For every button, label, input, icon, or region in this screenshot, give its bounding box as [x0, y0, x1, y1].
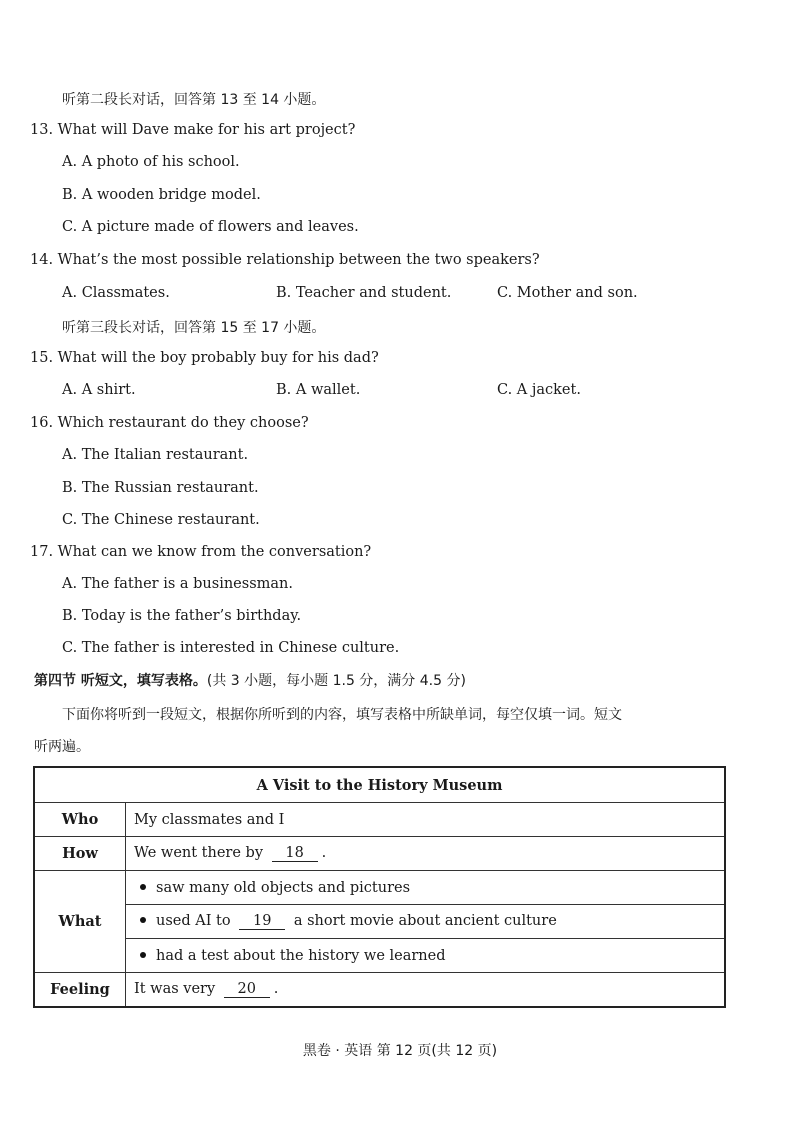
bullet-icon: [140, 952, 146, 958]
fill-in-table: [33, 766, 726, 1008]
q17-option-b: B. Today is the father’s birthday.: [62, 608, 302, 624]
how-text-after: .: [321, 845, 327, 861]
feeling-text-before: It was very: [134, 981, 216, 997]
part4-instruction-line2: 听两遍。: [34, 739, 90, 755]
q15-option-b: B. A wallet.: [276, 382, 361, 398]
q14-option-c: C. Mother and son.: [497, 285, 638, 301]
q13-option-c: C. A picture made of flowers and leaves.: [62, 219, 359, 235]
how-label: How: [34, 837, 126, 871]
q16-option-a: A. The Italian restaurant.: [62, 447, 249, 463]
bullet-icon: [140, 917, 146, 923]
what-item-2-before: used AI to: [156, 913, 231, 929]
q13-option-a: A. A photo of his school.: [62, 154, 240, 170]
how-text-before: We went there by: [134, 845, 264, 861]
feeling-label: Feeling: [34, 973, 126, 1008]
who-text: My classmates and I: [126, 803, 726, 837]
q16-option-c: C. The Chinese restaurant.: [62, 512, 260, 528]
what-item-3-text: had a test about the history we learned: [156, 947, 446, 964]
q15-stem: 15. What will the boy probably buy for his dad?: [30, 350, 379, 366]
section3-instruction: 听第三段长对话，回答第 15 至 17 小题。: [62, 320, 326, 336]
what-item-2-after: a short movie about ancient culture: [293, 913, 557, 929]
part4-instruction-line1: 下面你将听到一段短文，根据你所听到的内容，填写表格中所缺单词，每空仅填一词。短文: [62, 707, 622, 723]
q15-option-a: A. A shirt.: [62, 382, 136, 398]
q17-option-c: C. The father is interested in Chinese culture.: [62, 640, 400, 656]
blank-20[interactable]: 20: [224, 981, 270, 998]
blank-18[interactable]: 18: [272, 845, 318, 862]
who-label: Who: [34, 803, 126, 837]
q17-option-a: A. The father is a businessman.: [62, 576, 293, 592]
part4-header: [34, 670, 466, 690]
bullet-icon: [140, 884, 146, 890]
what-item-3: [126, 939, 726, 973]
q16-option-b: B. The Russian restaurant.: [62, 480, 259, 496]
part4-heading: 第四节 听短文，填写表格。: [34, 673, 207, 689]
feeling-cell: [126, 973, 726, 1008]
what-item-2: [126, 905, 726, 939]
feeling-text-after: .: [273, 981, 279, 997]
q17-stem: 17. What can we know from the conversation?: [30, 544, 372, 560]
q15-option-c: C. A jacket.: [497, 382, 581, 398]
blank-19[interactable]: 19: [239, 913, 285, 930]
q14-option-a: A. Classmates.: [62, 285, 170, 301]
page-footer: 黑卷 · 英语 第 12 页(共 12 页): [302, 1043, 498, 1059]
q14-option-b: B. Teacher and student.: [276, 285, 452, 301]
q14-stem: 14. What’s the most possible relationship between the two speakers?: [30, 252, 540, 268]
q13-option-b: B. A wooden bridge model.: [62, 187, 261, 203]
what-item-1-text: saw many old objects and pictures: [156, 879, 411, 896]
part4-scoring: (共 3 小题，每小题 1.5 分，满分 4.5 分): [206, 673, 466, 689]
table-title: A Visit to the History Museum: [34, 767, 725, 803]
how-cell: [126, 837, 726, 871]
q13-stem: 13. What will Dave make for his art project?: [30, 122, 356, 138]
section2-instruction: 听第二段长对话，回答第 13 至 14 小题。: [62, 92, 326, 108]
what-item-1: [126, 871, 726, 905]
q16-stem: 16. Which restaurant do they choose?: [30, 415, 309, 431]
what-label: What: [34, 871, 126, 973]
